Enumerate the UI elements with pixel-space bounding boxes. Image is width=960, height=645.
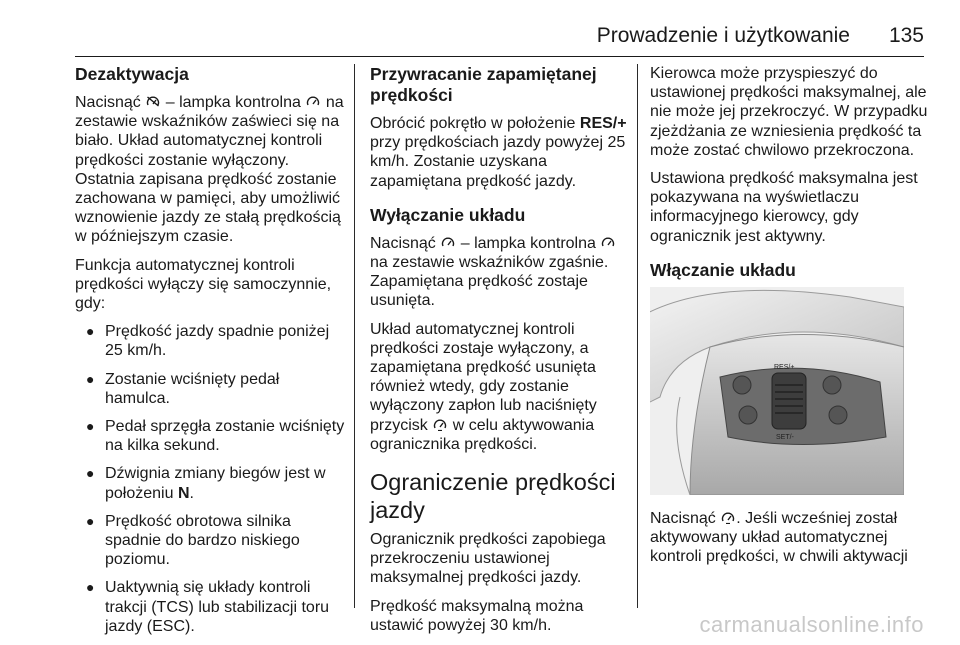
list-item xyxy=(75,417,348,455)
text: Dźwignia zmiany biegów jest w położeniu xyxy=(105,465,326,502)
text: Uaktywnią się układy kontroli trakcji (TCS) lub stabilizacji toru jazdy (ESC). xyxy=(105,579,330,635)
paragraph: Funkcja automatycznej kontroli prędkości wyłączy się samoczynnie, gdy: xyxy=(75,256,332,313)
paragraph: Ustawiona prędkość maksymalna jest pokazywana na wyświetlaczu informacyjnego kierowcy, gdy ogranicznik jest aktywny. xyxy=(650,170,918,245)
text: – lampka kontrolna xyxy=(460,234,596,252)
bullet: ● xyxy=(86,418,95,435)
cruise-button-illustration xyxy=(739,406,757,424)
cruise-control-icon xyxy=(601,236,615,249)
list-item xyxy=(75,370,348,408)
section-heading: Włączanie układu xyxy=(650,259,796,280)
text: Zostanie wciśnięty pedał hamulca. xyxy=(105,370,280,407)
text: na zestawie wskaźników zgaśnie. Zapamiętana prędkość zostaje usunięta. xyxy=(370,254,609,310)
steering-wheel-illustration xyxy=(650,287,904,495)
text: w celu aktywowania ogranicznika prędkości. xyxy=(370,416,595,453)
text: Pedał sprzęgła zostanie wciśnięty na kilka sekund. xyxy=(105,418,345,455)
section-heading: Przywracanie zapamiętanej prędkości xyxy=(370,64,597,105)
text: – lampka kontrolna xyxy=(165,94,301,111)
paragraph: Prędkość maksymalną można ustawić powyżej 30 km/h. xyxy=(370,597,584,634)
speed-limiter-icon xyxy=(721,511,735,524)
set-label: SET/- xyxy=(776,433,794,441)
bullet: ● xyxy=(86,323,95,340)
text: Układ automatycznej kontroli prędkości zostaje wyłączony, a zapamiętana prędkość usunięta również wtedy, gdy zostanie wyłączony zapłon lub naciśnięty przycisk xyxy=(370,320,597,434)
paragraph xyxy=(370,114,632,191)
bullet: ● xyxy=(86,512,95,529)
section-heading: Wyłączanie układu xyxy=(370,204,526,225)
section-heading: Dezaktywacja xyxy=(75,64,189,84)
res-label: RES/+ xyxy=(774,363,795,371)
column-divider xyxy=(637,64,638,608)
condition-list xyxy=(75,322,348,636)
cruise-control-icon xyxy=(306,95,320,108)
page-number: 135 xyxy=(888,24,924,47)
paragraph xyxy=(650,509,930,567)
limiter-button-illustration xyxy=(823,376,841,394)
text: N xyxy=(177,484,190,502)
text: Prędkość jazdy spadnie poniżej 25 km/h. xyxy=(105,323,330,360)
cancel-button-illustration xyxy=(733,376,751,394)
watermark: carmanualsonline.info xyxy=(699,612,924,637)
cruise-cancel-icon xyxy=(146,95,160,108)
column-right xyxy=(650,64,930,575)
text: Nacisnąć xyxy=(75,94,141,111)
thumbwheel-illustration xyxy=(772,373,806,429)
list-item xyxy=(75,512,348,570)
text: Prędkość obrotowa silnika spadnie do bardzo niskiego poziomu. xyxy=(105,512,300,569)
paragraph xyxy=(370,234,632,311)
text: Nacisnąć xyxy=(370,234,436,252)
text: przy prędkościach jazdy powyżej 25 km/h. Zostanie uzyskana zapamiętana prędkość jazdy. xyxy=(370,134,626,190)
steering-wheel-image xyxy=(650,287,904,495)
chapter-heading: Ograniczenie prędkości jazdy xyxy=(370,469,616,524)
limiter-button-illustration xyxy=(829,406,847,424)
list-item xyxy=(75,578,348,636)
column-left xyxy=(75,64,348,645)
bullet: ● xyxy=(86,370,95,387)
page-header xyxy=(75,22,924,57)
text: . xyxy=(189,484,194,502)
paragraph: Ogranicznik prędkości zapobiega przekroczeniu ustawionej maksymalnej prędkości jazdy. xyxy=(370,531,606,587)
list-item xyxy=(75,322,348,360)
paragraph xyxy=(75,93,348,247)
chapter-title: Prowadzenie i użytkowanie xyxy=(596,24,850,47)
text: RES/+ xyxy=(579,115,627,132)
bullet: ● xyxy=(86,579,95,596)
column-middle xyxy=(370,64,632,644)
cruise-control-icon xyxy=(441,236,455,249)
paragraph xyxy=(370,320,632,454)
bullet: ● xyxy=(86,465,95,482)
text: . Jeśli wcześniej został aktywowany układ automatycznej kontroli prędkości, w chwili aktywacji xyxy=(650,509,908,566)
paragraph: Kierowca może przyspieszyć do ustawionej prędkości maksymalnej, ale nie może jej przekroczyć. W przypadku zjeżdżania ze wzniesienia prędkość ta może zostać chwilowo przekroczona. xyxy=(650,65,928,159)
list-item xyxy=(75,464,348,502)
speed-limiter-icon xyxy=(433,418,447,431)
text: Obrócić pokrętło w położenie xyxy=(370,115,580,132)
text: Nacisnąć xyxy=(650,509,716,527)
column-divider xyxy=(354,64,355,608)
text: na zestawie wskaźników zaświeci się na biało. Układ automatycznej kontroli prędkości zostanie wyłączony. Ostatnia zapisana prędkość zostanie zachowana w pamięci, aby umożliwić wznowienie jazdy ze stałą prędkością w późniejszym czasie. xyxy=(75,94,344,246)
